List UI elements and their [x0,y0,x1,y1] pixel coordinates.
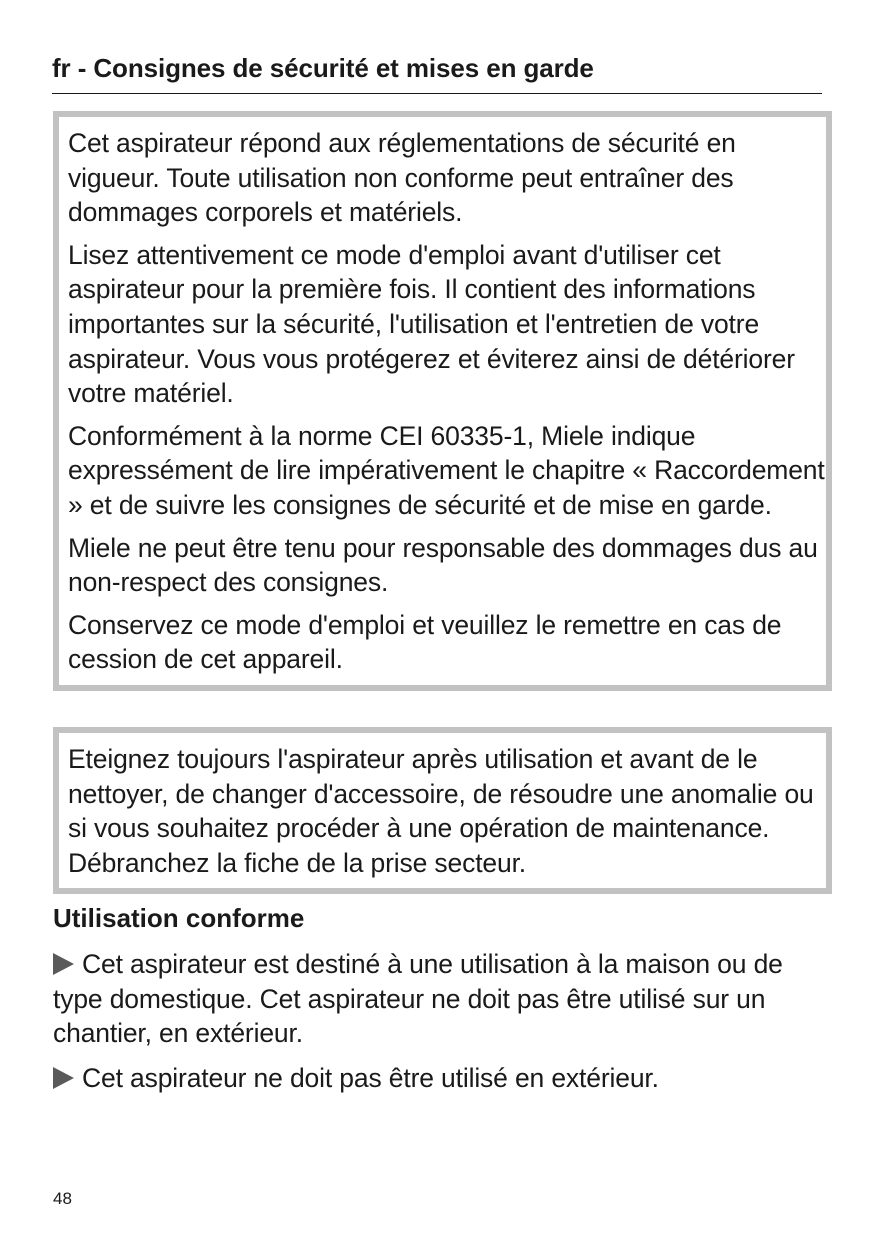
play-triangle-icon [53,1067,74,1089]
bullet-text: Cet aspirateur ne doit pas être utilisé en extérieur. [82,1062,659,1093]
notice-paragraph: Conformément à la norme CEI 60335-1, Miele indique expressément de lire impérativement le chapitre « Raccordement » et de suivre les consignes de sécurité et de mise en garde. [68,420,825,520]
warning-paragraph: Eteignez toujours l'aspirateur après utilisation et avant de le nettoyer, de changer d'accessoire, de résoudre une anomalie ou si vous souhaitez procéder à une opération de maintenance. Débranchez la fiche de la prise secteur. [68,744,814,878]
bullet-item [53,1061,823,1096]
notice-paragraph: Conservez ce mode d'emploi et veuillez le remettre en cas de cession de cet appareil. [68,609,782,675]
bullet-item [53,947,823,1051]
safety-notice-box [53,111,832,691]
page-header [52,52,822,94]
notice-paragraph: Miele ne peut être tenu pour responsable des dommages dus au non-respect des consignes. [68,532,818,598]
warning-notice-box [53,727,832,894]
intended-use-section [53,901,823,1095]
page-number: 48 [53,1189,72,1208]
play-triangle-icon [53,953,74,975]
page-title: fr - Consignes de sécurité et mises en garde [52,53,594,83]
notice-paragraph: Lisez attentivement ce mode d'emploi avant d'utiliser cet aspirateur pour la première fois. Il contient des informations importantes sur la sécurité, l'utilisation et l'entretien de votre aspirateur. Vous vous protégerez et éviterez ainsi de détériorer votre matériel. [68,239,795,409]
bullet-text: Cet aspirateur est destiné à une utilisation à la maison ou de type domestique. Cet aspirateur ne doit pas être utilisé sur un chantier, en extérieur. [53,949,783,1049]
notice-paragraph: Cet aspirateur répond aux réglementations de sécurité en vigueur. Toute utilisation non conforme peut entraîner des dommages corporels et matériels. [68,128,736,228]
section-title: Utilisation conforme [53,903,305,933]
